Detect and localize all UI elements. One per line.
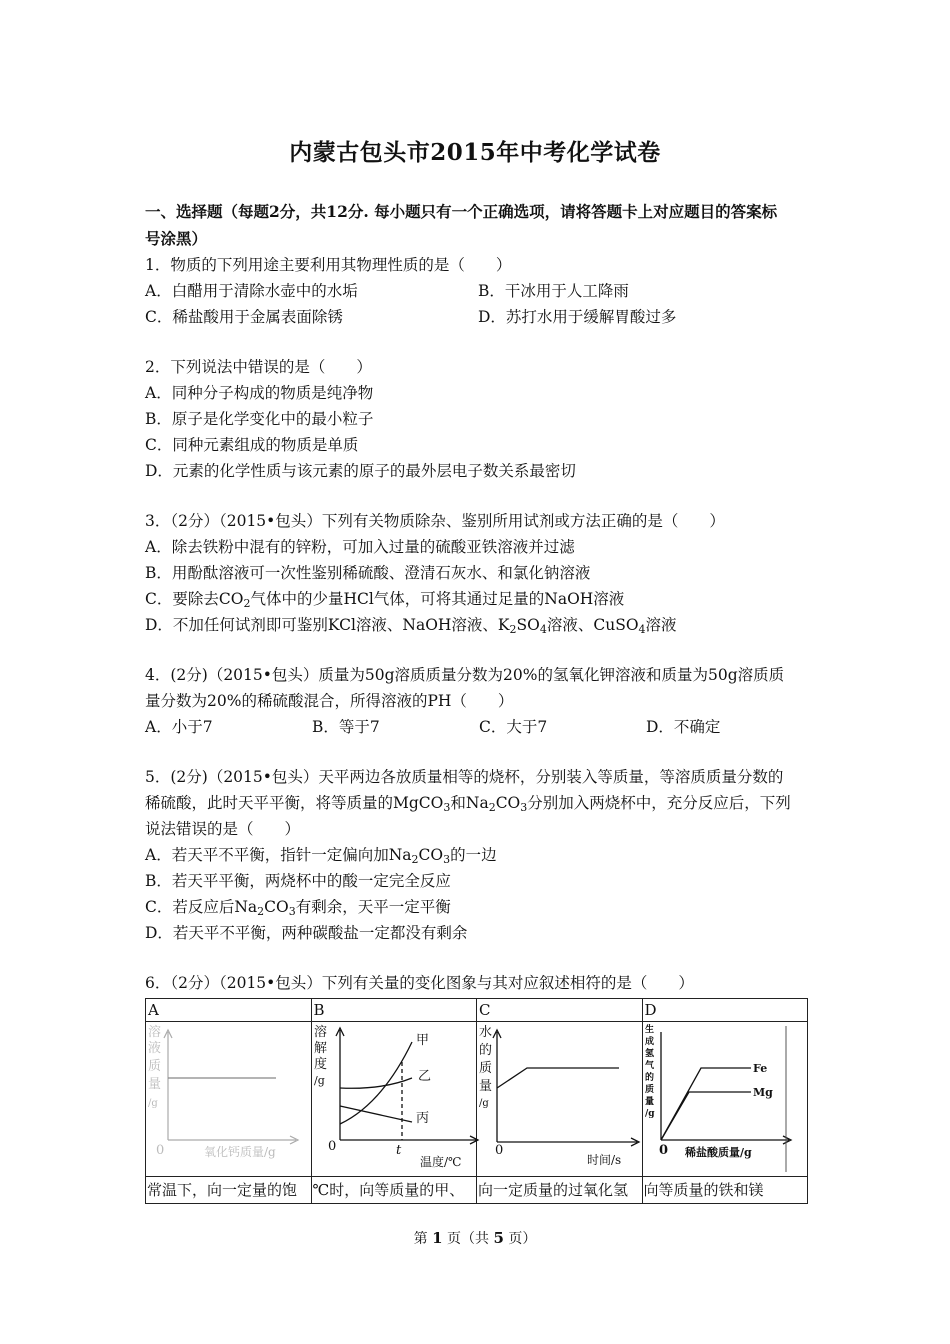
graph-c-ylabel-2: 的 [479,1043,493,1058]
graph-b-xlabel: 温度/℃ [419,1155,461,1169]
graph-d-series-mg: Mg [752,1086,773,1099]
option-b-caption: ℃时，向等质量的甲、 [311,1177,477,1204]
question-4-option-a: A．小于7 [145,718,213,736]
section-heading-line-1: 一、选择题（每题2分，共12分. 每小题只有一个正确选项，请将答题卡上对应题目的答案标 [145,202,778,221]
page-title: 内蒙古包头市2015年中考化学试卷 [289,139,661,166]
graph-b-series-yi: 乙 [417,1069,431,1084]
question-5 [145,764,815,946]
question-5-option-c: C．若反应后$Na_2CO_3$有剩余，天平一定平衡 [145,898,451,918]
question-3-option-c: C．要除去$CO_2$气体中的少量HCl气体，可将其通过足量的NaOH溶液 [145,590,625,610]
graph-d-yunit: /g [644,1109,655,1119]
question-4 [145,662,815,740]
question-5-option-d: D．若天平不平衡，两种碳酸盐一定都没有剩余 [145,924,468,942]
option-b-header: B [311,999,477,1022]
current-page: 1 [432,1229,443,1247]
question-6 [145,970,815,1204]
graph-c-yunit: /g [479,1098,489,1109]
graph-a-ylabel-3: 质 [148,1059,162,1074]
graph-c-origin: 0 [495,1143,504,1158]
graph-b-ylabel-3: 度 [313,1057,327,1072]
section-heading-line-2: 号涂黑） [145,229,208,248]
graph-d [643,1022,793,1172]
question-3-option-b: B．用酚酞溶液可一次性鉴别稀硫酸、澄清石灰水、和氯化钠溶液 [145,564,591,582]
question-4-option-b: B．等于7 [312,718,380,736]
graph-d-ylabel-7: 量 [644,1097,654,1107]
option-d-header: D [642,999,808,1022]
question-2-option-c: C．同种元素组成的物质是单质 [145,436,359,454]
graph-c-cell [477,1022,643,1177]
question-5-option-b: B．若天平平衡，两烧杯中的酸一定完全反应 [145,872,451,890]
question-2-option-a: A．同种分子构成的物质是纯净物 [145,384,374,402]
graph-d-origin: 0 [658,1143,668,1158]
graph-b-curve-bing [340,1106,412,1122]
option-d-caption: 向等质量的铁和镁 [642,1177,808,1204]
graph-d-curve-fe [661,1068,751,1140]
page-footer: 第 1 页（共 5 页） [413,1229,537,1247]
question-4-option-c: C．大于7 [479,718,548,736]
question-6-table [145,998,808,1204]
graph-b-curve-yi [340,1078,412,1088]
total-pages: 5 [493,1229,504,1247]
question-5-option-a: A．若天平不平衡，指针一定偏向加$Na_2CO_3$的一边 [145,846,497,866]
graph-a-yunit: /g [148,1098,158,1109]
question-1-option-b: B．干冰用于人工降雨 [478,282,629,300]
graph-d-ylabel-2: 成 [644,1037,654,1047]
graph-b-origin: 0 [327,1139,336,1154]
question-5-stem-line-1: 5．(2分)（2015•包头）天平两边各放质量相等的烧杯，分别装入等质量，等溶质质量分数的 [145,768,784,786]
question-1-option-d: D．苏打水用于缓解胃酸过多 [478,308,677,326]
question-2-option-b: B．原子是化学变化中的最小粒子 [145,410,374,428]
question-2-stem: 2．下列说法中错误的是（ ） [145,358,372,376]
graph-b-cell [311,1022,477,1177]
graph-c [477,1022,645,1172]
question-1-option-a: A．白醋用于清除水壶中的水垢 [145,282,358,300]
question-5-stem-line-3: 说法错误的是（ ） [145,820,301,838]
graph-b-yunit: /g [313,1074,325,1087]
graph-d-ylabel-6: 质 [644,1085,654,1095]
graph-b-ylabel-1: 溶 [313,1025,327,1040]
graph-d-ylabel-5: 的 [644,1073,654,1083]
question-1 [145,252,815,330]
graph-b-t-mark: t [395,1143,401,1158]
question-2 [145,354,815,484]
graph-c-ylabel-1: 水 [479,1025,493,1040]
graph-a-ylabel-1: 溶 [148,1025,162,1040]
question-2-option-d: D．元素的化学性质与该元素的原子的最外层电子数关系最密切 [145,462,576,480]
graph-d-ylabel-4: 气 [644,1061,654,1071]
graph-c-ylabel-4: 量 [479,1079,493,1094]
graph-a-xlabel: 氧化钙质量/g [204,1145,276,1159]
graph-b-curve-jia [340,1042,412,1124]
option-a-caption: 常温下，向一定量的饱 [146,1177,312,1204]
question-6-stem: 6．（2分）（2015•包头）下列有关量的变化图象与其对应叙述相符的是（ ） [145,974,694,992]
graph-b-series-jia: 甲 [415,1033,429,1048]
graph-a-ylabel-2: 液 [148,1041,162,1056]
question-1-stem: 1．物质的下列用途主要利用其物理性质的是（ ） [145,256,512,274]
question-1-option-c: C．稀盐酸用于金属表面除锈 [145,308,343,326]
graph-a-cell [146,1022,312,1177]
question-3 [145,508,815,638]
graph-d-cell [642,1022,808,1177]
graph-d-xlabel: 稀盐酸质量/g [684,1146,752,1159]
question-4-option-d: D．不确定 [646,718,721,736]
graph-b [312,1022,493,1172]
question-3-option-d: D．不加任何试剂即可鉴别KCl溶液、NaOH溶液、$K_2SO_4$溶液、CuSO$_4$溶液 [145,616,677,636]
graph-d-ylabel-3: 氢 [644,1049,654,1059]
question-4-stem-line-1: 4．(2分)（2015•包头）质量为50g溶质质量分数为20%的氢氧化钾溶液和质量为50g溶质质 [145,666,785,684]
graph-b-series-bing: 丙 [415,1111,429,1126]
option-c-header: C [477,999,643,1022]
question-3-stem: 3．（2分）（2015•包头）下列有关物质除杂、鉴别所用试剂或方法正确的是（ ） [145,512,725,530]
graph-a-ylabel-4: 量 [148,1077,162,1092]
question-5-stem-line-2: 稀硫酸，此时天平平衡，将等质量的MgCO$_3$和$Na_2CO_3$分别加入两烧杯中，充分反应后，下列 [145,794,791,814]
graph-b-ylabel-2: 解 [313,1041,327,1056]
option-c-caption: 向一定质量的过氧化氢 [477,1177,643,1204]
graph-c-xlabel: 时间/s [587,1153,622,1167]
question-3-option-a: A．除去铁粉中混有的锌粉，可加入过量的硫酸亚铁溶液并过滤 [145,538,575,556]
question-4-stem-line-2: 量分数为20%的稀硫酸混合，所得溶液的PH（ ） [145,692,514,710]
exam-content [145,198,815,1204]
section-heading [145,198,815,252]
graph-d-series-fe: Fe [752,1062,767,1075]
graph-d-ylabel-1: 生 [644,1025,654,1035]
graph-a [146,1022,310,1172]
graph-c-curve [497,1068,619,1088]
graph-a-origin: 0 [156,1143,165,1158]
graph-d-curve-mg [661,1092,751,1140]
graph-c-ylabel-3: 质 [479,1061,493,1076]
option-a-header: A [146,999,312,1022]
